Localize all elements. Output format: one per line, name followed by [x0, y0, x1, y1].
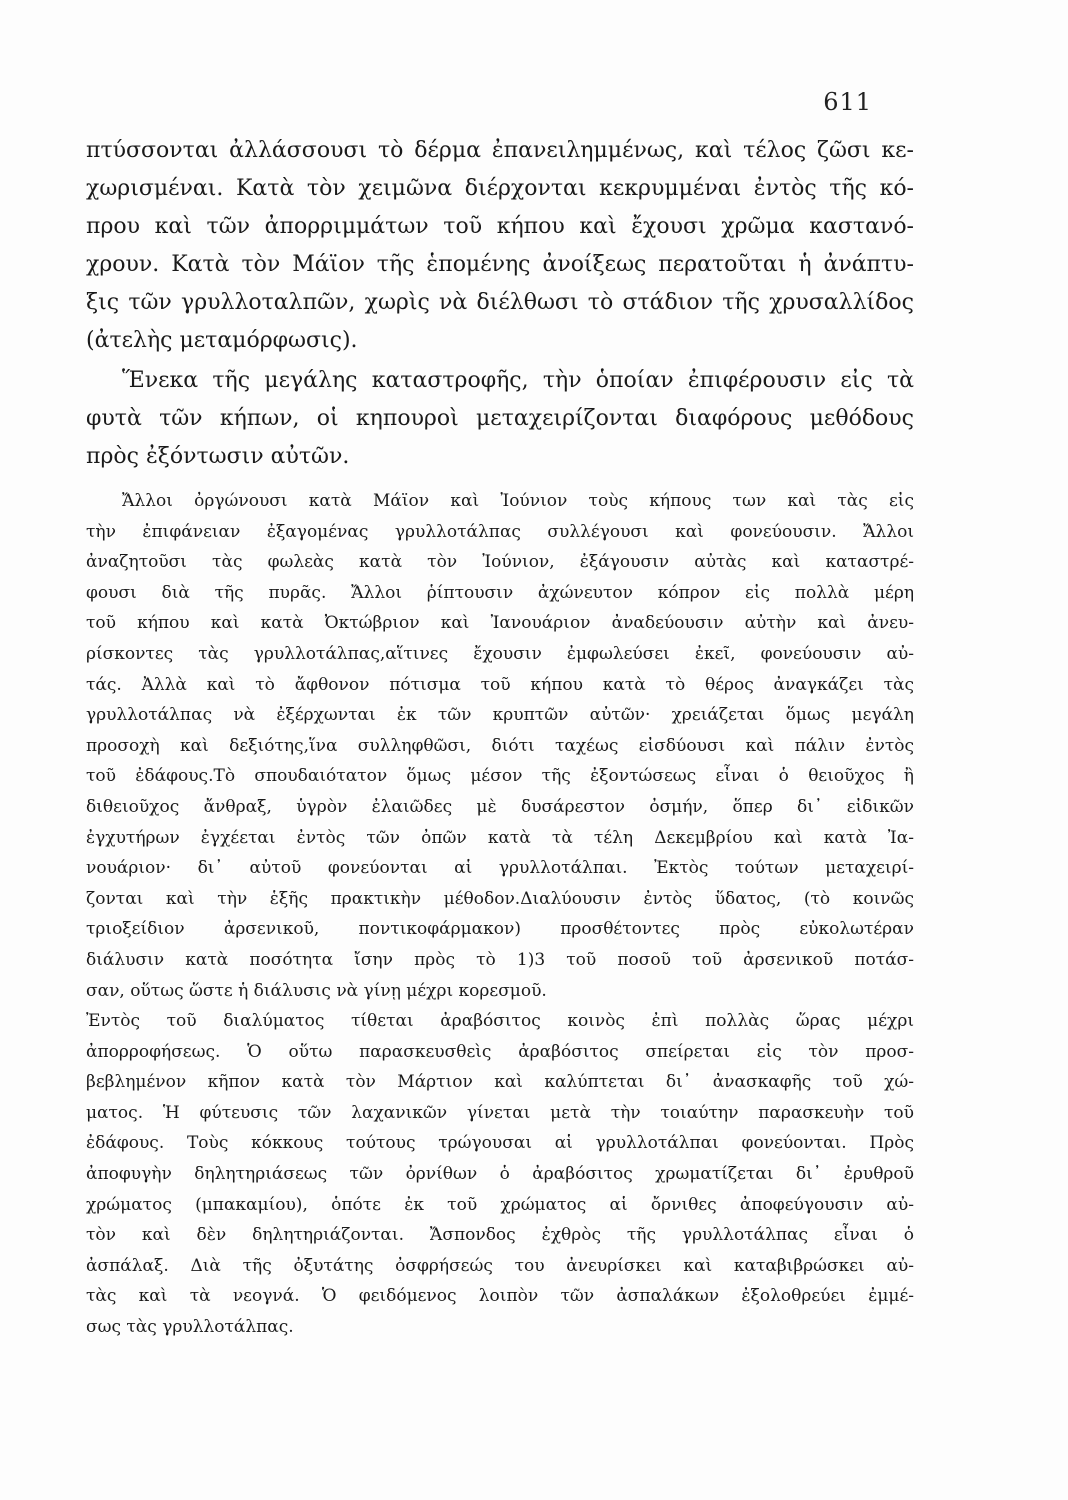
- text-line: προσοχὴ καὶ δεξιότης,ἵνα συλληφθῶσι, διότι ταχέως εἰσδύουσι καὶ πάλιν ἐντὸς: [86, 735, 914, 756]
- text-line: πρου καὶ τῶν ἀπορριμμάτων τοῦ κήπου καὶ ἔχουσι χρῶμα καστανό-: [86, 214, 914, 239]
- text-line: ἀσπάλαξ. Διὰ τῆς ὀξυτάτης ὀσφρήσεώς του ἀνευρίσκει καὶ καταβιβρώσκει αὐ-: [86, 1255, 914, 1276]
- text-line: φυτὰ τῶν κήπων, οἱ κηπουροὶ μεταχειρίζονται διαφόρους μεθόδους: [86, 406, 914, 431]
- text-line: γρυλλοτάλπας νὰ ἐξέρχωνται ἐκ τῶν κρυπτῶν αὐτῶν· χρειάζεται ὅμως μεγάλη: [86, 705, 914, 726]
- text-line: διθειοῦχος ἄνθραξ, ὑγρὸν ἐλαιῶδες μὲ δυσάρεστον ὀσμήν, ὅπερ δι᾽ εἰδικῶν: [86, 796, 914, 817]
- text-line: πρὸς ἐξόντωσιν αὐτῶν.: [86, 444, 350, 469]
- text-line: τοῦ κήπου καὶ κατὰ Ὀκτώβριον καὶ Ἰανουάριον ἀναδεύουσιν αὐτὴν καὶ ἀνευ-: [86, 613, 914, 634]
- paragraph-3-small-print: [86, 486, 914, 1343]
- text-line: πτύσσονται ἀλλάσσουσι τὸ δέρμα ἐπανειλημμένως, καὶ τέλος ζῶσι κε-: [86, 138, 914, 163]
- text-line: χωρισμέναι. Κατὰ τὸν χειμῶνα διέρχονται κεκρυμμέναι ἐντὸς τῆς κό-: [86, 176, 914, 201]
- text-line: ζονται καὶ τὴν ἑξῆς πρακτικὴν μέθοδον.Διαλύουσιν ἐντὸς ὕδατος, (τὸ κοινῶς: [86, 888, 914, 909]
- text-line: τὰς καὶ τὰ νεογνά. Ὁ φειδόμενος λοιπὸν τῶν ἀσπαλάκων ἐξολοθρεύει ἐμμέ-: [86, 1286, 914, 1307]
- text-line: ἀποφυγὴν δηλητηριάσεως τῶν ὀρνίθων ὁ ἀραβόσιτος χρωματίζεται δι᾽ ἐρυθροῦ: [86, 1164, 914, 1185]
- text-line: χρώματος (μπακαμίου), ὁπότε ἐκ τοῦ χρώματος αἱ ὄρνιθες ἀποφεύγουσιν αὐ-: [86, 1194, 914, 1215]
- text-line: Ἕνεκα τῆς μεγάλης καταστροφῆς, τὴν ὁποίαν ἐπιφέρουσιν εἰς τὰ: [122, 368, 914, 393]
- text-line: ἀπορροφήσεως. Ὁ οὕτω παρασκευσθεὶς ἀραβόσιτος σπείρεται εἰς τὸν προσ-: [86, 1041, 914, 1062]
- text-line: ξις τῶν γρυλλοταλπῶν, χωρὶς νὰ διέλθωσι τὸ στάδιον τῆς χρυσαλλίδος: [86, 290, 914, 315]
- text-line: τοῦ ἐδάφους.Τὸ σπουδαιότατον ὅμως μέσον τῆς ἐξοντώσεως εἶναι ὁ θειοῦχος ἢ: [86, 766, 914, 787]
- text-line: φουσι διὰ τῆς πυρᾶς. Ἄλλοι ῥίπτουσιν ἀχώνευτον κόπρον εἰς πολλὰ μέρη: [86, 582, 914, 603]
- page-number: 611: [823, 88, 872, 116]
- text-line: ἐγχυτήρων ἐγχέεται ἐντὸς τῶν ὀπῶν κατὰ τὰ τέλη Δεκεμβρίου καὶ κατὰ Ἰα-: [86, 827, 914, 848]
- text-line: Ἄλλοι ὀργώνουσι κατὰ Μάϊον καὶ Ἰούνιον τοὺς κήπους των καὶ τὰς εἰς: [122, 491, 914, 511]
- text-line: τάς. Ἀλλὰ καὶ τὸ ἄφθονον πότισμα τοῦ κήπου κατὰ τὸ θέρος ἀναγκάζει τὰς: [86, 674, 914, 695]
- text-line: τὸν καὶ δὲν δηλητηριάζονται. Ἄσπονδος ἐχθρὸς τῆς γρυλλοτάλπας εἶναι ὁ: [86, 1225, 914, 1246]
- paragraph-1: [86, 132, 914, 360]
- text-line: χρουν. Κατὰ τὸν Μάϊον τῆς ἑπομένης ἀνοίξεως περατοῦται ἡ ἀνάπτυ-: [86, 252, 914, 277]
- text-line: τριοξείδιον ἀρσενικοῦ, ποντικοφάρμακον) προσθέτοντες πρὸς εὐκολωτέραν: [86, 919, 914, 940]
- text-line: ἀναζητοῦσι τὰς φωλεὰς κατὰ τὸν Ἰούνιον, ἐξάγουσιν αὐτὰς καὶ καταστρέ-: [86, 552, 914, 573]
- text-line: σαν, οὕτως ὥστε ἡ διάλυσις νὰ γίνῃ μέχρι κορεσμοῦ.: [86, 980, 547, 1001]
- text-line: διάλυσιν κατὰ ποσότητα ἴσην πρὸς τὸ 1)3 τοῦ ποσοῦ τοῦ ἀρσενικοῦ ποτάσ-: [86, 949, 914, 970]
- paragraph-2: [86, 362, 914, 476]
- text-line: τὴν ἐπιφάνειαν ἐξαγομένας γρυλλοτάλπας συλλέγουσι καὶ φονεύουσιν. Ἄλλοι: [86, 521, 914, 542]
- text-line: βεβλημένον κῆπον κατὰ τὸν Μάρτιον καὶ καλύπτεται δι᾽ ἀνασκαφῆς τοῦ χώ-: [86, 1072, 914, 1093]
- text-line: (ἀτελὴς μεταμόρφωσις).: [86, 328, 358, 353]
- text-line: Ἐντὸς τοῦ διαλύματος τίθεται ἀραβόσιτος κοινὸς ἐπὶ πολλὰς ὥρας μέχρι: [86, 1011, 914, 1032]
- text-line: ματος. Ἡ φύτευσις τῶν λαχανικῶν γίνεται μετὰ τὴν τοιαύτην παρασκευὴν τοῦ: [86, 1102, 914, 1123]
- text-line: νουάριον· δι᾽ αὐτοῦ φονεύονται αἱ γρυλλοτάλπαι. Ἐκτὸς τούτων μεταχειρί-: [86, 858, 914, 879]
- text-line: ἐδάφους. Τοὺς κόκκους τούτους τρώγουσαι αἱ γρυλλοτάλπαι φονεύονται. Πρὸς: [86, 1133, 914, 1154]
- text-line: ρίσκοντες τὰς γρυλλοτάλπας,αἵτινες ἔχουσιν ἐμφωλεύσει ἐκεῖ, φονεύουσιν αὐ-: [86, 643, 914, 664]
- text-line: σως τὰς γρυλλοτάλπας.: [86, 1317, 294, 1338]
